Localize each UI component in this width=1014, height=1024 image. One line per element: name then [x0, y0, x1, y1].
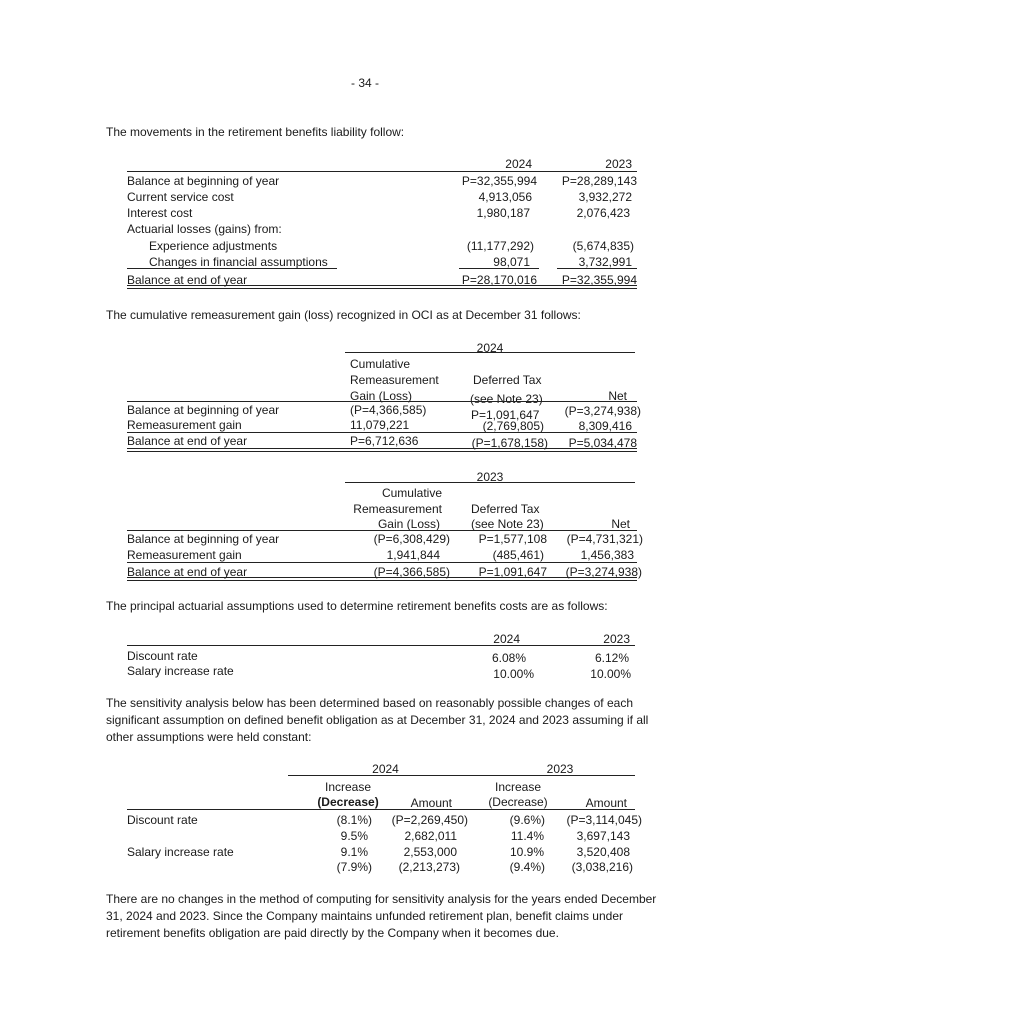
- value-increase-2024: 9.5%: [340, 829, 368, 843]
- col-header: Net: [611, 517, 630, 531]
- value-gain: (P=6,308,429): [373, 532, 450, 546]
- value-increase-2024: (8.1%): [336, 813, 372, 827]
- value-tax: (2,769,805): [482, 419, 544, 433]
- header-rule: [127, 530, 637, 531]
- value-amount-2024: (2,213,273): [398, 860, 460, 874]
- value-2024: 98,071: [493, 255, 530, 269]
- row-label: Balance at beginning of year: [127, 174, 280, 188]
- value-gain: 1,941,844: [386, 548, 440, 562]
- value-increase-2023: 10.9%: [509, 845, 544, 859]
- value-amount-2023: 3,520,408: [576, 845, 630, 859]
- subtotal-rule: [127, 432, 637, 433]
- row-label: Salary increase rate: [127, 845, 234, 859]
- col-header: Gain (Loss): [350, 389, 413, 403]
- year-rule: [288, 775, 635, 776]
- col-header: Increase: [324, 780, 372, 794]
- value-gain: (P=4,366,585): [350, 403, 427, 417]
- value-2023: P=28,289,143: [561, 174, 637, 188]
- value-net: 8,309,416: [578, 419, 632, 433]
- value-increase-2023: (9.6%): [509, 813, 545, 827]
- value-net: (P=3,274,938): [564, 404, 641, 418]
- year-header-2024: 2024: [493, 632, 520, 646]
- value-2024: (11,177,292): [466, 239, 534, 253]
- value-tax: (485,461): [492, 548, 544, 562]
- page-number: - 34 -: [350, 76, 379, 90]
- col-header: (see Note 23): [470, 392, 543, 406]
- row-label: Salary increase rate: [127, 664, 234, 678]
- value-2024: 10.00%: [493, 667, 534, 681]
- row-label: Remeasurement gain: [127, 548, 242, 562]
- value-net: (P=4,731,321): [566, 532, 643, 546]
- value-gain: (P=4,366,585): [373, 565, 450, 579]
- row-label: Balance at beginning of year: [127, 403, 280, 417]
- value-2024: P=28,170,016: [461, 273, 537, 287]
- col-header: Remeasurement: [350, 373, 439, 387]
- col-header: Gain (Loss): [377, 517, 440, 531]
- row-label: Discount rate: [127, 813, 198, 827]
- year-header: 2023: [476, 470, 504, 484]
- value-net: 1,456,383: [580, 548, 634, 562]
- row-label: Balance at end of year: [127, 434, 248, 448]
- year-header: 2024: [476, 341, 504, 355]
- col-header: Deferred Tax: [473, 373, 542, 387]
- row-label: Balance at beginning of year: [127, 532, 280, 546]
- row-label: Changes in financial assumptions: [149, 255, 328, 269]
- total-double-rule: [127, 448, 637, 452]
- intro-oci: The cumulative remeasurement gain (loss) recognized in OCI as at December 31 follows:: [106, 308, 581, 322]
- year-header-2023: 2023: [605, 157, 632, 171]
- row-label: Discount rate: [127, 649, 198, 663]
- value-2024: 4,913,056: [478, 190, 532, 204]
- value-amount-2023: (P=3,114,045): [566, 813, 642, 827]
- value-increase-2024: (7.9%): [336, 860, 372, 874]
- subtotal-rule: [127, 562, 637, 563]
- intro-assumptions: The principal actuarial assumptions used to determine retirement benefits costs are as follows:: [106, 599, 608, 613]
- col-header: Cumulative: [381, 486, 442, 500]
- row-label: Remeasurement gain: [127, 418, 242, 432]
- col-header: Net: [608, 389, 627, 403]
- col-header: (see Note 23): [471, 517, 544, 531]
- value-amount-2023: (3,038,216): [571, 860, 633, 874]
- value-net: P=5,034,478: [568, 436, 637, 450]
- subtotal-rule: [459, 268, 539, 269]
- header-rule: [127, 645, 635, 646]
- value-increase-2023: (9.4%): [509, 860, 545, 874]
- col-header: Cumulative: [350, 357, 411, 371]
- subtotal-rule: [557, 268, 637, 269]
- value-gain: P=6,712,636: [350, 434, 419, 448]
- closing-paragraph: There are no changes in the method of computing for sensitivity analysis for the years ended December 31, 2024 and 2023. Since the Company maintains unfunded retirement plan, benefit claims under retirement benefits obligation are paid directly by the Company when it becomes due.: [106, 892, 657, 940]
- value-tax: P=1,091,647: [471, 408, 540, 422]
- value-amount-2024: 2,553,000: [403, 845, 457, 859]
- value-2023: 3,732,991: [578, 255, 632, 269]
- header-rule: [127, 401, 637, 402]
- col-header: (Decrease): [317, 795, 379, 809]
- year-header: 2023: [546, 762, 574, 776]
- col-header: Increase: [494, 780, 542, 794]
- row-label: Current service cost: [127, 190, 234, 204]
- value-2024: 6.08%: [491, 651, 526, 665]
- subtotal-rule: [127, 268, 337, 269]
- value-gain: 11,079,221: [350, 418, 410, 432]
- total-double-rule: [127, 285, 637, 289]
- total-double-rule: [127, 577, 637, 581]
- col-header: Deferred Tax: [471, 502, 540, 516]
- value-amount-2023: 3,697,143: [576, 829, 630, 843]
- value-increase-2024: 9.1%: [340, 845, 368, 859]
- header-rule: [127, 171, 637, 172]
- col-header: Amount: [410, 796, 452, 810]
- value-tax: P=1,577,108: [478, 532, 547, 546]
- year-rule: [345, 352, 635, 353]
- row-label: Interest cost: [127, 206, 193, 220]
- header-rule: [127, 809, 635, 810]
- row-label: Actuarial losses (gains) from:: [127, 222, 282, 236]
- value-2023: (5,674,835): [572, 239, 634, 253]
- year-header-2023: 2023: [603, 632, 630, 646]
- row-label: Balance at end of year: [127, 565, 248, 579]
- row-label: Experience adjustments: [149, 239, 278, 253]
- col-header: (Decrease): [488, 795, 548, 809]
- value-2023: 3,932,272: [578, 190, 632, 204]
- year-header: 2024: [372, 762, 399, 776]
- value-amount-2024: (P=2,269,450): [391, 813, 468, 827]
- value-2023: P=32,355,994: [561, 273, 637, 287]
- value-2023: 2,076,423: [576, 206, 630, 220]
- year-header-2024: 2024: [505, 157, 532, 171]
- intro-sensitivity: The sensitivity analysis below has been determined based on reasonably possible changes of each significant assumption on defined benefit obligation as at December 31, 2024 and 2023 assuming if all other assumptions were held constant:: [106, 696, 649, 744]
- value-tax: P=1,091,647: [478, 565, 547, 579]
- value-2024: P=32,355,994: [461, 174, 537, 188]
- value-2024: 1,980,187: [476, 206, 530, 220]
- row-label: Balance at end of year: [127, 273, 248, 287]
- value-net: (P=3,274,938): [565, 565, 642, 579]
- value-amount-2024: 2,682,011: [404, 829, 457, 843]
- col-header: Remeasurement: [353, 502, 442, 516]
- intro-movements: The movements in the retirement benefits liability follow:: [106, 125, 405, 139]
- year-rule: [345, 482, 635, 483]
- value-2023: 6.12%: [594, 651, 629, 665]
- value-increase-2023: 11.4%: [510, 829, 544, 843]
- value-2023: 10.00%: [590, 667, 631, 681]
- col-header: Amount: [585, 796, 627, 810]
- value-tax: (P=1,678,158): [471, 436, 548, 450]
